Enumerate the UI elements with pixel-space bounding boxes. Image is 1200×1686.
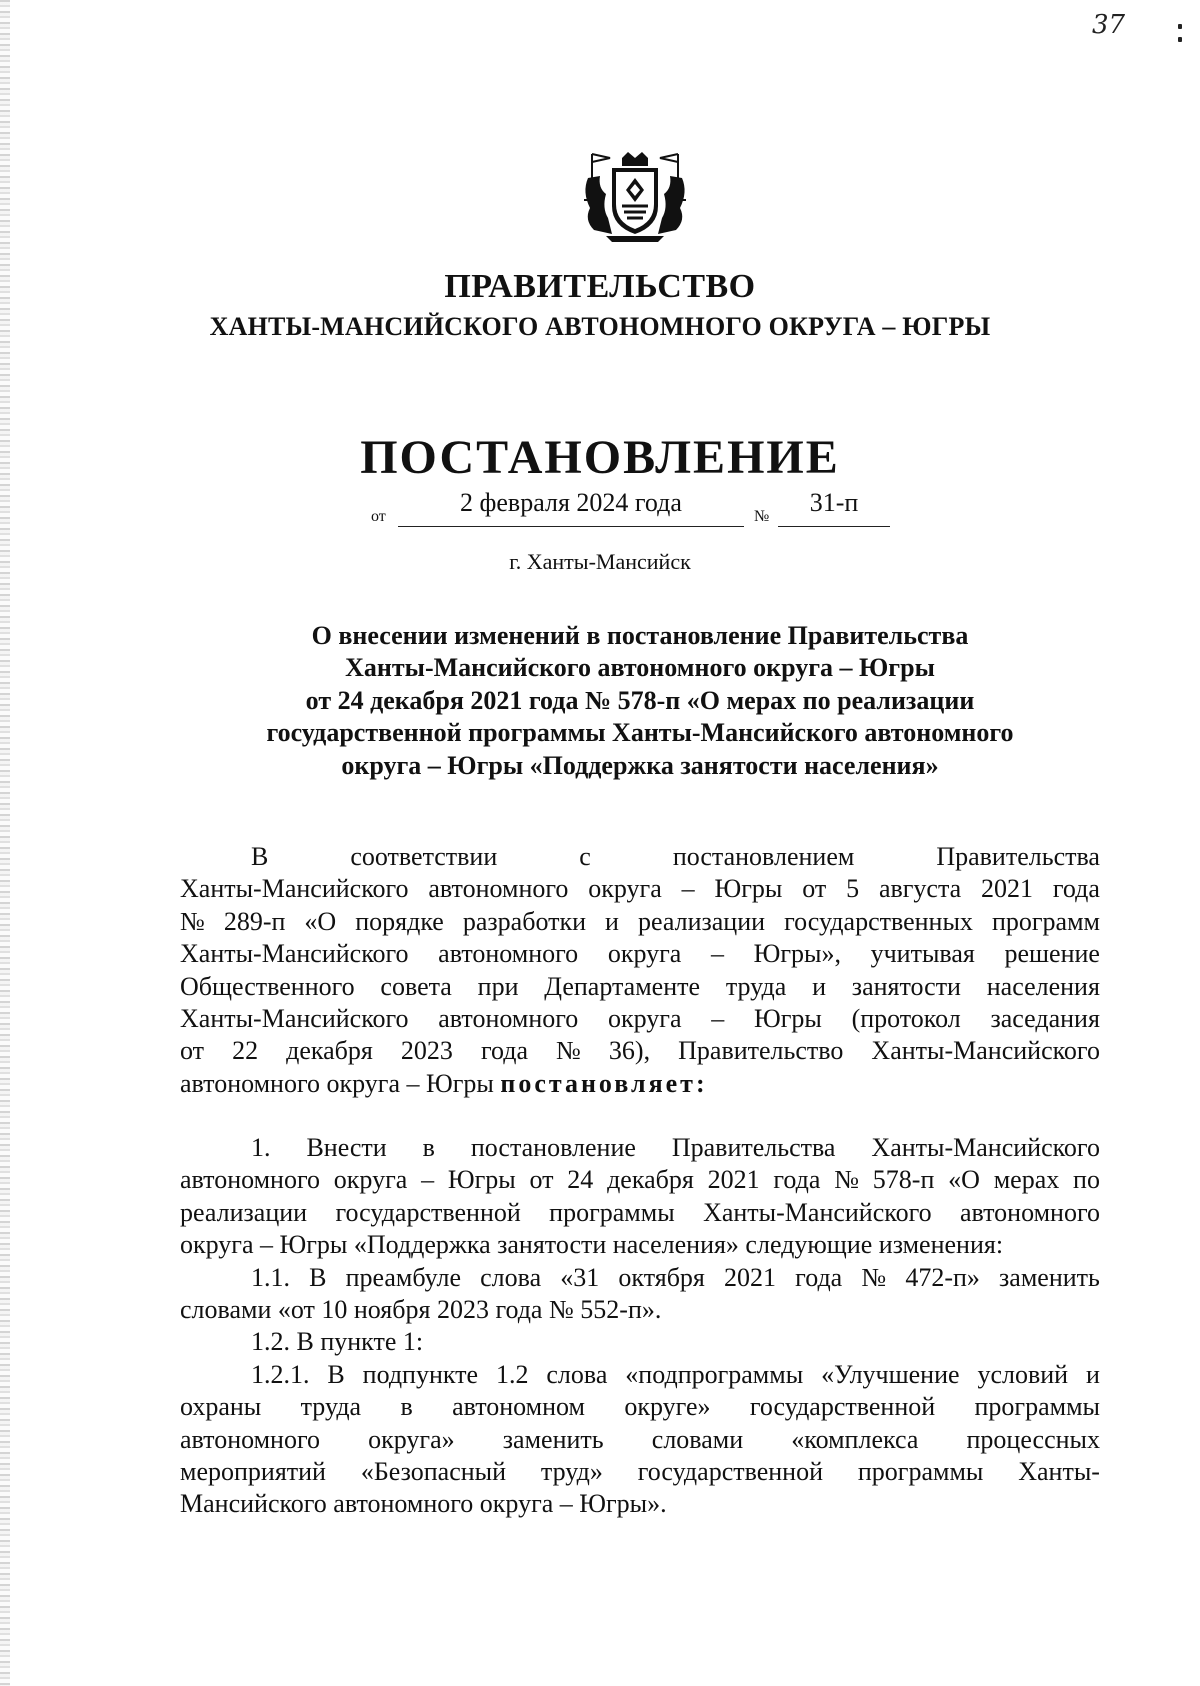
- word: округа: [607, 939, 682, 969]
- word: слова: [546, 1359, 608, 1389]
- word: года: [1052, 874, 1100, 904]
- number-underline: [778, 526, 890, 527]
- word: Правительства: [671, 1133, 836, 1162]
- preamble-line: [180, 971, 1100, 1003]
- word: Ханты-Мансийского: [180, 1003, 409, 1033]
- word: «О: [948, 1165, 980, 1195]
- document-city: г. Ханты-Мансийск: [509, 549, 691, 574]
- word: словами: [651, 1424, 744, 1454]
- word: процессных: [966, 1424, 1100, 1454]
- document-date: 2 февраля 2024 года: [460, 488, 682, 517]
- scan-marks: [1178, 24, 1184, 46]
- word: автономного: [438, 1003, 579, 1033]
- word: округа: [608, 1003, 682, 1033]
- region-name: ХАНТЫ-МАНСИЙСКОГО АВТОНОМНОГО ОКРУГА – ЮГРЫ: [209, 312, 991, 341]
- word: подпункте: [362, 1359, 479, 1389]
- word: заменить: [999, 1262, 1100, 1292]
- word: года: [480, 1036, 528, 1066]
- word: автономного: [438, 939, 579, 969]
- decree-item-line: [180, 1262, 1100, 1294]
- word: «О: [304, 906, 337, 936]
- title-line: от 24 декабря 2021 года № 578-п «О мерах по реализации: [305, 685, 975, 715]
- word: мерах: [993, 1165, 1060, 1195]
- decree-item-line: [180, 1359, 1100, 1391]
- title-line: государственной программы Ханты-Мансийского автономного: [266, 718, 1014, 748]
- preamble-word: с: [579, 842, 591, 871]
- word: Югры: [714, 874, 783, 904]
- word: Внести: [306, 1133, 387, 1162]
- word: 36),: [608, 1036, 651, 1066]
- decree-item-line: [180, 1456, 1100, 1488]
- word: августа: [878, 874, 962, 904]
- word: по: [1073, 1165, 1100, 1195]
- document-title: [200, 620, 1080, 782]
- word: решение: [1004, 939, 1100, 969]
- word: –: [710, 939, 724, 969]
- word: автономного: [959, 1197, 1100, 1227]
- word: разработки: [462, 906, 587, 936]
- word: от: [529, 1165, 554, 1195]
- word: в: [422, 1133, 435, 1162]
- word: «Безопасный: [360, 1456, 507, 1486]
- word: труда: [300, 1392, 362, 1422]
- word: декабря: [286, 1036, 373, 1066]
- word: 578-п: [872, 1165, 935, 1195]
- preamble-word: Правительства: [936, 842, 1100, 871]
- word: реализации: [637, 906, 766, 936]
- word: года: [773, 1165, 821, 1195]
- word: Общественного: [180, 971, 355, 1001]
- word: –: [421, 1165, 435, 1195]
- word: 2021: [724, 1262, 777, 1292]
- preamble-word: постановлением: [672, 842, 855, 871]
- word: Югры: [447, 1165, 516, 1195]
- word: занятости: [851, 971, 961, 1001]
- word: учитывая: [870, 939, 975, 969]
- title-line: О внесении изменений в постановление Правительства: [311, 621, 969, 650]
- word: октября: [618, 1262, 705, 1292]
- word: №: [180, 906, 205, 936]
- word: мероприятий: [180, 1456, 326, 1486]
- word: труда: [725, 971, 787, 1001]
- word: от: [180, 1036, 205, 1066]
- word: «подпрограммы: [625, 1359, 804, 1389]
- preamble-last-line: [180, 1068, 1100, 1100]
- word: №: [861, 1262, 887, 1292]
- word: «31: [560, 1262, 600, 1292]
- preamble-word: В: [251, 842, 269, 871]
- word: автономном: [452, 1392, 585, 1422]
- word: совета: [380, 971, 452, 1001]
- government-name: ПРАВИТЕЛЬСТВО: [444, 268, 756, 305]
- document-number: 31-п: [809, 488, 859, 517]
- date-underline: [398, 526, 744, 527]
- word: Ханты-: [1018, 1456, 1100, 1486]
- word: 1.: [251, 1133, 271, 1162]
- word: 1.2.1.: [251, 1359, 310, 1389]
- preamble-line: [180, 873, 1100, 905]
- word: условий: [977, 1359, 1069, 1389]
- word: округе»: [624, 1392, 711, 1422]
- word: Правительство: [678, 1036, 844, 1066]
- preamble-line: [180, 906, 1100, 938]
- title-line: округа – Югры «Поддержка занятости населения»: [341, 750, 939, 780]
- word: государственной: [637, 1456, 824, 1486]
- word: государственной: [335, 1197, 521, 1227]
- word: заменить: [502, 1424, 604, 1454]
- word: порядке: [355, 906, 444, 936]
- word: Ханты-Мансийского: [703, 1197, 932, 1227]
- word: №: [834, 1165, 860, 1195]
- word: населения: [986, 971, 1100, 1001]
- word: и: [812, 971, 826, 1001]
- word: 5: [846, 874, 860, 904]
- word: 289-п: [223, 906, 286, 936]
- word: «комплекса: [791, 1424, 919, 1454]
- title-line: Ханты-Мансийского автономного округа – Югры: [345, 653, 935, 683]
- decree-item-line: [180, 1164, 1100, 1196]
- word: программы: [974, 1392, 1100, 1422]
- decree-item-line: округа – Югры «Поддержка занятости населения» следующие изменения:: [180, 1230, 1004, 1260]
- decree-item-line: [180, 1391, 1100, 1423]
- preamble-first-line: [180, 841, 1100, 873]
- word: №: [556, 1036, 581, 1066]
- decree-item-line: Мансийского автономного округа – Югры».: [180, 1489, 667, 1519]
- word: Ханты-Мансийского: [180, 874, 409, 904]
- page-number: 37: [1092, 10, 1126, 40]
- word: Ханты-Мансийского: [871, 1036, 1100, 1066]
- word: реализации: [180, 1197, 308, 1227]
- word: преамбуле: [345, 1262, 461, 1292]
- preamble-line: [180, 1035, 1100, 1067]
- word: Департаменте: [544, 971, 701, 1001]
- word: постановление: [470, 1133, 636, 1162]
- word: слова: [480, 1262, 542, 1292]
- word: от: [802, 874, 827, 904]
- word: при: [477, 971, 519, 1001]
- word: округа»: [368, 1424, 455, 1454]
- word: декабря: [607, 1165, 694, 1195]
- word: программы: [857, 1456, 984, 1486]
- word: 22: [232, 1036, 259, 1066]
- word: программ: [991, 906, 1100, 936]
- date-label: от: [371, 508, 386, 525]
- decree-item-line: [180, 1132, 1100, 1164]
- decree-item-line: словами «от 10 ноября 2023 года № 552-п».: [180, 1294, 662, 1324]
- word: автономного: [180, 1165, 320, 1195]
- word: 2023: [400, 1036, 453, 1066]
- word: Югры: [753, 1003, 822, 1033]
- document-type: ПОСТАНОВЛЕНИЕ: [360, 431, 840, 484]
- preamble-line: [180, 1003, 1100, 1035]
- word: автономного: [428, 874, 569, 904]
- word: Ханты-Мансийского: [871, 1133, 1100, 1162]
- decree-items: [180, 1132, 1100, 1521]
- decree-item-line: [180, 1424, 1100, 1456]
- preamble-paragraph: [180, 841, 1100, 1100]
- word: труд»: [540, 1456, 603, 1486]
- word: 2021: [707, 1165, 760, 1195]
- word: –: [681, 874, 695, 904]
- word: «Улучшение: [821, 1359, 960, 1389]
- word: Югры»,: [753, 939, 841, 969]
- word: Ханты-Мансийского: [180, 939, 409, 969]
- decree-item-line: [180, 1197, 1100, 1229]
- preamble-word: соответствии: [350, 842, 498, 871]
- scan-edge: [0, 0, 10, 1686]
- word: в: [400, 1392, 413, 1422]
- word: программы: [549, 1197, 675, 1227]
- word: 1.1.: [251, 1262, 290, 1292]
- word: государственных: [784, 906, 973, 936]
- word: 24: [567, 1165, 594, 1195]
- word: (протокол: [851, 1003, 961, 1033]
- word: государственной: [749, 1392, 936, 1422]
- word: –: [711, 1003, 725, 1033]
- word: 472-п»: [905, 1262, 980, 1292]
- word: В: [327, 1359, 345, 1389]
- word: округа: [588, 874, 662, 904]
- word: года: [795, 1262, 843, 1292]
- word: округа: [333, 1165, 408, 1195]
- decree-word: постановляет:: [500, 1068, 708, 1098]
- word: В: [309, 1262, 327, 1292]
- number-label: №: [754, 508, 770, 525]
- word: 1.2: [495, 1359, 529, 1389]
- decree-item-line: 1.2. В пункте 1:: [251, 1327, 424, 1357]
- coat-of-arms-emblem: [578, 148, 692, 244]
- word: и: [1086, 1359, 1100, 1389]
- word: охраны: [180, 1392, 262, 1422]
- word: и: [605, 906, 619, 936]
- word: 2021: [981, 874, 1034, 904]
- preamble-line-text: автономного округа – Югры: [180, 1068, 494, 1098]
- preamble-line: [180, 938, 1100, 970]
- word: заседания: [990, 1003, 1100, 1033]
- word: автономного: [180, 1424, 320, 1454]
